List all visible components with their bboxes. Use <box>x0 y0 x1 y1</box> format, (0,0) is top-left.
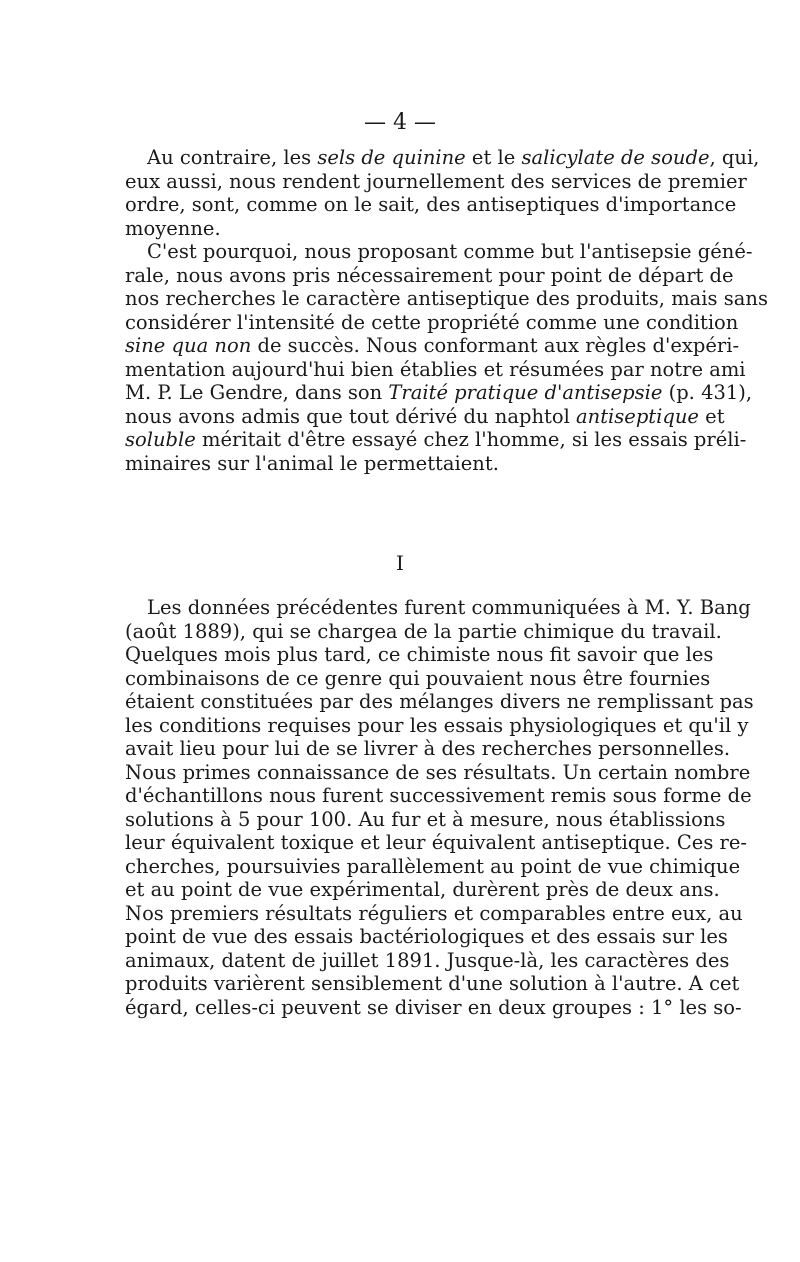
text-line: mentation aujourd'hui bien établies et résumées par notre ami <box>125 357 746 381</box>
text-line: moyenne. <box>125 216 221 240</box>
text-line: Nos premiers résultats réguliers et comparables entre eux, au <box>125 901 743 925</box>
text-block-intro <box>125 146 768 475</box>
text-line: avait lieu pour lui de se livrer à des recherches personnelles. <box>125 737 731 760</box>
text-line: considérer l'intensité de cette propriété comme une condition <box>125 310 739 334</box>
text-line: d'échantillons nous furent successivement remis sous forme de <box>125 784 752 807</box>
text-line: minaires sur l'animal le permettaient. <box>125 451 499 475</box>
text-line: sine qua non de succès. Nous conformant aux règles d'expéri- <box>125 334 740 357</box>
text-line: Quelques mois plus tard, ce chimiste nous fit savoir que les <box>125 643 714 666</box>
text-line: soluble méritait d'être essayé chez l'homme, si les essais préli- <box>125 428 747 451</box>
page-number: — 4 — <box>364 110 436 135</box>
text-block-section-1 <box>125 596 754 1019</box>
text-line: étaient constituées par des mélanges divers ne remplissant pas <box>125 690 754 713</box>
text-line: combinaisons de ce genre qui pouvaient nous être fournies <box>125 666 711 690</box>
text-line: ordre, sont, comme on le sait, des antiseptiques d'importance <box>125 193 737 216</box>
text-line: nos recherches le caractère antiseptique des produits, mais sans <box>125 287 768 310</box>
text-line: cherches, poursuivies parallèlement au point de vue chimique <box>125 854 741 878</box>
text-line: (août 1889), qui se chargea de la partie chimique du travail. <box>125 619 722 643</box>
text-line: les conditions requises pour les essais physiologiques et qu'il y <box>125 713 749 737</box>
text-line: nous avons admis que tout dérivé du naphtol antiseptique et <box>125 404 725 428</box>
text-line: leur équivalent toxique et leur équivalent antiseptique. Ces re- <box>125 831 747 854</box>
paragraph-1 <box>125 146 760 240</box>
text-line: M. P. Le Gendre, dans son Traité pratique d'antisepsie (p. 431), <box>125 381 753 404</box>
text-line: et au point de vue expérimental, durèrent près de deux ans. <box>125 878 720 901</box>
text-line: rale, nous avons pris nécessairement pour point de départ de <box>125 263 734 287</box>
text-line: Nous primes connaissance de ses résultats. Un certain nombre <box>125 760 751 784</box>
text-line: eux aussi, nous rendent journellement des services de premier <box>125 169 747 193</box>
text-line: point de vue des essais bactériologiques et des essais sur les <box>125 925 728 948</box>
section-heading: I <box>396 551 404 575</box>
text-line: produits varièrent sensiblement d'une solution à l'autre. A cet <box>125 972 740 995</box>
text-line: Au contraire, les sels de quinine et le salicylate de soude, qui, <box>147 146 760 169</box>
text-line: Les données précédentes furent communiquées à M. Y. Bang <box>147 596 751 619</box>
paragraph-2 <box>125 240 768 475</box>
text-line: C'est pourquoi, nous proposant comme but l'antisepsie géné- <box>147 240 753 263</box>
text-line: animaux, datent de juillet 1891. Jusque-là, les caractères des <box>125 948 730 972</box>
text-line: égard, celles-ci peuvent se diviser en deux groupes : 1° les so- <box>125 995 742 1019</box>
text-line: solutions à 5 pour 100. Au fur et à mesure, nous établissions <box>125 807 726 831</box>
paragraph-3 <box>125 596 754 1019</box>
